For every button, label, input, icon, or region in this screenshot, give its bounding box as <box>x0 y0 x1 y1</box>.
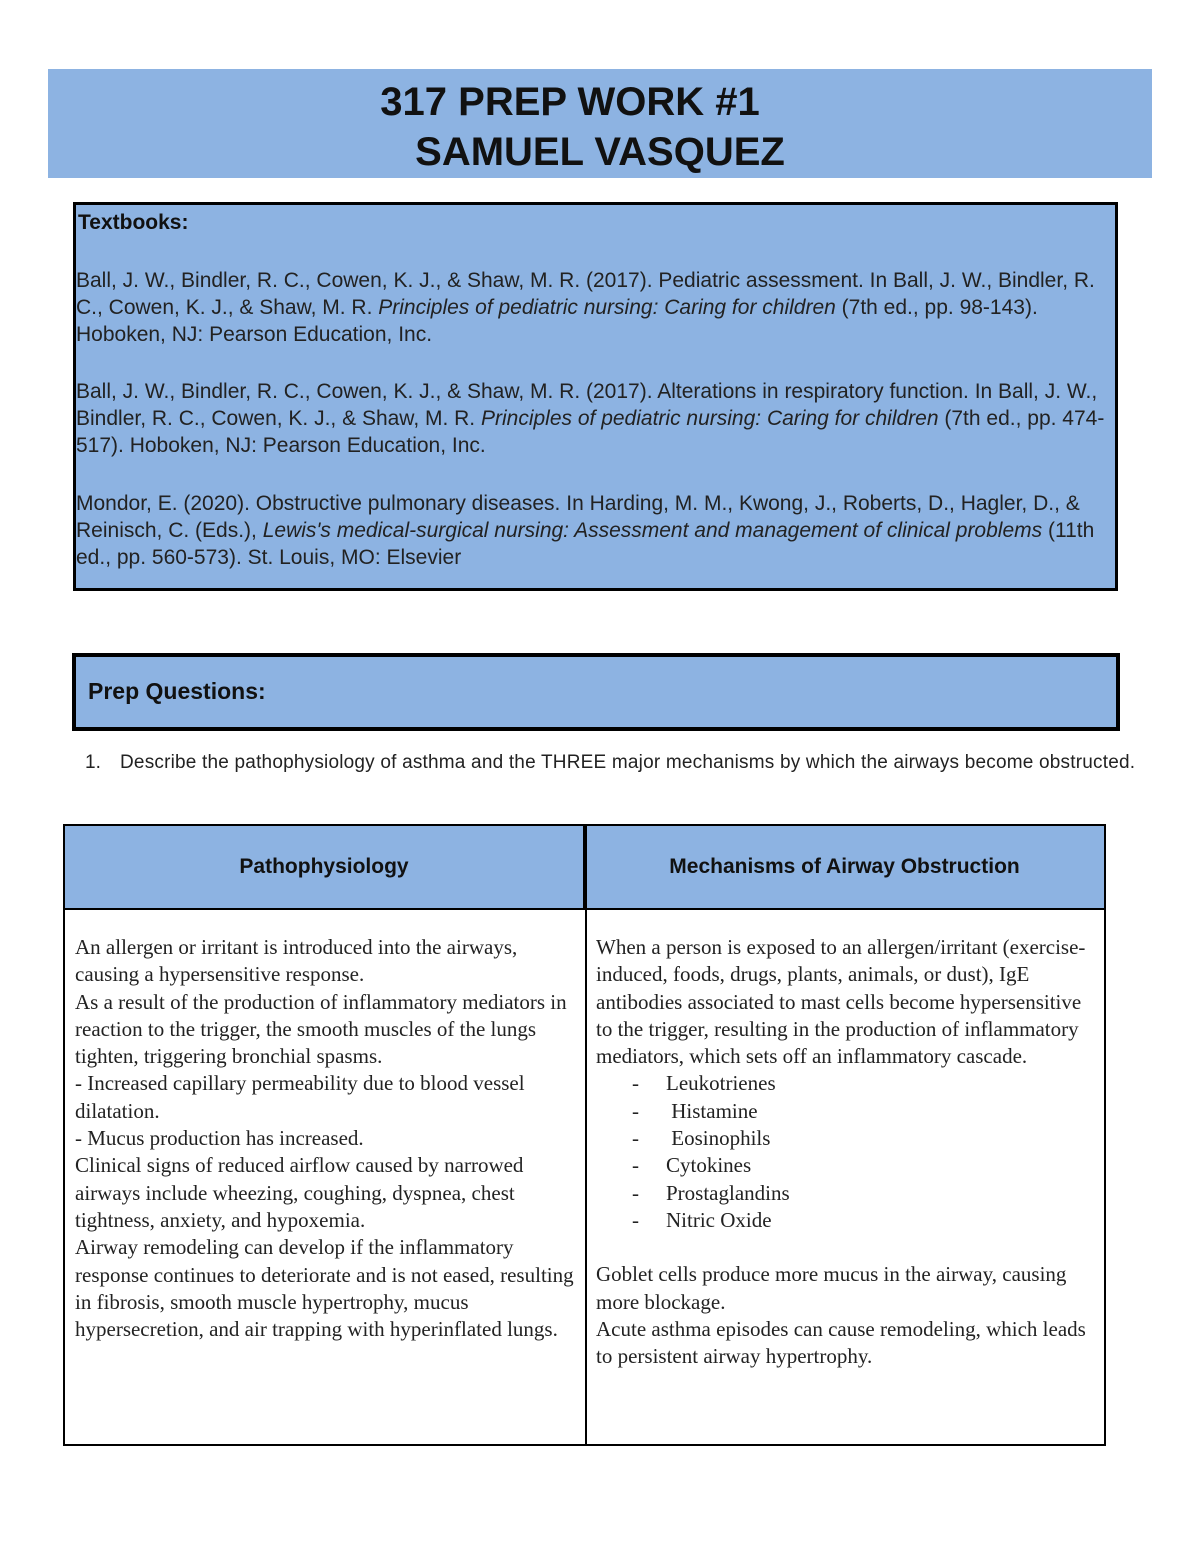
spacer <box>596 1234 1101 1261</box>
question-number: 1. <box>85 752 101 773</box>
pathophysiology-cell <box>75 934 575 1343</box>
asthma-table <box>63 824 1106 1446</box>
reference-1-title: Principles of pediatric nursing: Caring for children <box>378 296 836 319</box>
mechanisms-cell <box>596 934 1101 1370</box>
mediator-item: - Eosinophils <box>596 1125 1101 1152</box>
mechanisms-intro: When a person is exposed to an allergen/irritant (exercise-induced, foods, drugs, plants, animals, or dust), IgE antibodies associated to mast cells become hypersensitive to the trigger, resulting in the production of inflammatory mediators, which sets off an inflammatory cascade. <box>596 935 1086 1069</box>
mediator-item: - Leukotrienes <box>596 1070 1101 1097</box>
mediator-item: - Prostaglandins <box>596 1180 1101 1207</box>
patho-paragraph: As a result of the production of inflammatory mediators in reaction to the trigger, the smooth muscles of the lungs tighten, triggering bronchial spasms. <box>75 989 567 1069</box>
reference-2-before: Ball, J. W., Bindler, R. C., Cowen, K. J., & Shaw, M. R. (2017). Alterations in respiratory function. In Ball, J. W., Bindler, R. C., Cowen, K. J., & Shaw, M. R. <box>76 380 1098 430</box>
reference-2-title: Principles of pediatric nursing: Caring for children <box>480 407 939 430</box>
patho-paragraph: Clinical signs of reduced airflow caused by narrowed airways include wheezing, coughing, dyspnea, chest tightness, anxiety, and hypoxemia. <box>75 1153 524 1232</box>
mechanisms-paragraph: Acute asthma episodes can cause remodeling, which leads to persistent airway hypertrophy. <box>596 1316 1086 1369</box>
reference-3 <box>76 490 1112 571</box>
author-name: SAMUEL VASQUEZ <box>415 130 785 174</box>
patho-paragraph: - Mucus production has increased. <box>75 1126 364 1151</box>
textbooks-label: Textbooks: <box>78 211 189 234</box>
reference-1-after: (7th ed., pp. 98-143). Hoboken, NJ: Pearson Education, Inc. <box>76 296 1038 346</box>
prep-questions-label: Prep Questions: <box>88 678 266 704</box>
reference-2-after: (7th ed., pp. 474-517). Hoboken, NJ: Pearson Education, Inc. <box>76 407 1105 457</box>
reference-3-after: (11th ed., pp. 560-573). St. Louis, MO: Elsevier <box>76 519 1095 569</box>
reference-2 <box>76 378 1112 459</box>
reference-3-title: Lewis's medical-surgical nursing: Assessment and management of clinical problems <box>262 519 1043 542</box>
question-text: Describe the pathophysiology of asthma and the THREE major mechanisms by which the airways become obstructed. <box>120 752 1136 773</box>
document-title: 317 PREP WORK #1 <box>380 80 760 124</box>
title-banner <box>48 69 1152 178</box>
reference-1 <box>76 267 1112 348</box>
mechanisms-header: Mechanisms of Airway Obstruction <box>585 826 1104 908</box>
patho-paragraph: - Increased capillary permeability due to blood vessel dilatation. <box>75 1071 525 1123</box>
reference-1-before: Ball, J. W., Bindler, R. C., Cowen, K. J., & Shaw, M. R. (2017). Pediatric assessment. In Ball, J. W., Bindler, R. C., Cowen, K. J., & Shaw, M. R. <box>76 269 1095 319</box>
patho-paragraph: Airway remodeling can develop if the inflammatory response continues to deteriorate and is not eased, resulting in fibrosis, smooth muscle hypertrophy, mucus hypersecretion, and air trapping with hyperinflated lungs. <box>75 1235 574 1342</box>
reference-3-before: Mondor, E. (2020). Obstructive pulmonary diseases. In Harding, M. M., Kwong, J., Roberts, D., Hagler, D., & Reinisch, C. (Eds.), <box>76 492 1080 542</box>
textbooks-box <box>73 202 1118 591</box>
mediator-item: - Histamine <box>596 1098 1101 1125</box>
mediator-item: - Nitric Oxide <box>596 1207 1101 1234</box>
pathophysiology-header: Pathophysiology <box>65 826 585 908</box>
mediator-item: - Cytokines <box>596 1152 1101 1179</box>
mechanisms-paragraph: Goblet cells produce more mucus in the airway, causing more blockage. <box>596 1262 1067 1314</box>
prep-questions-box <box>72 653 1120 731</box>
mediator-list <box>596 1070 1101 1234</box>
column-divider <box>585 826 587 1444</box>
patho-paragraph: An allergen or irritant is introduced into the airways, causing a hypersensitive response. <box>75 935 518 987</box>
